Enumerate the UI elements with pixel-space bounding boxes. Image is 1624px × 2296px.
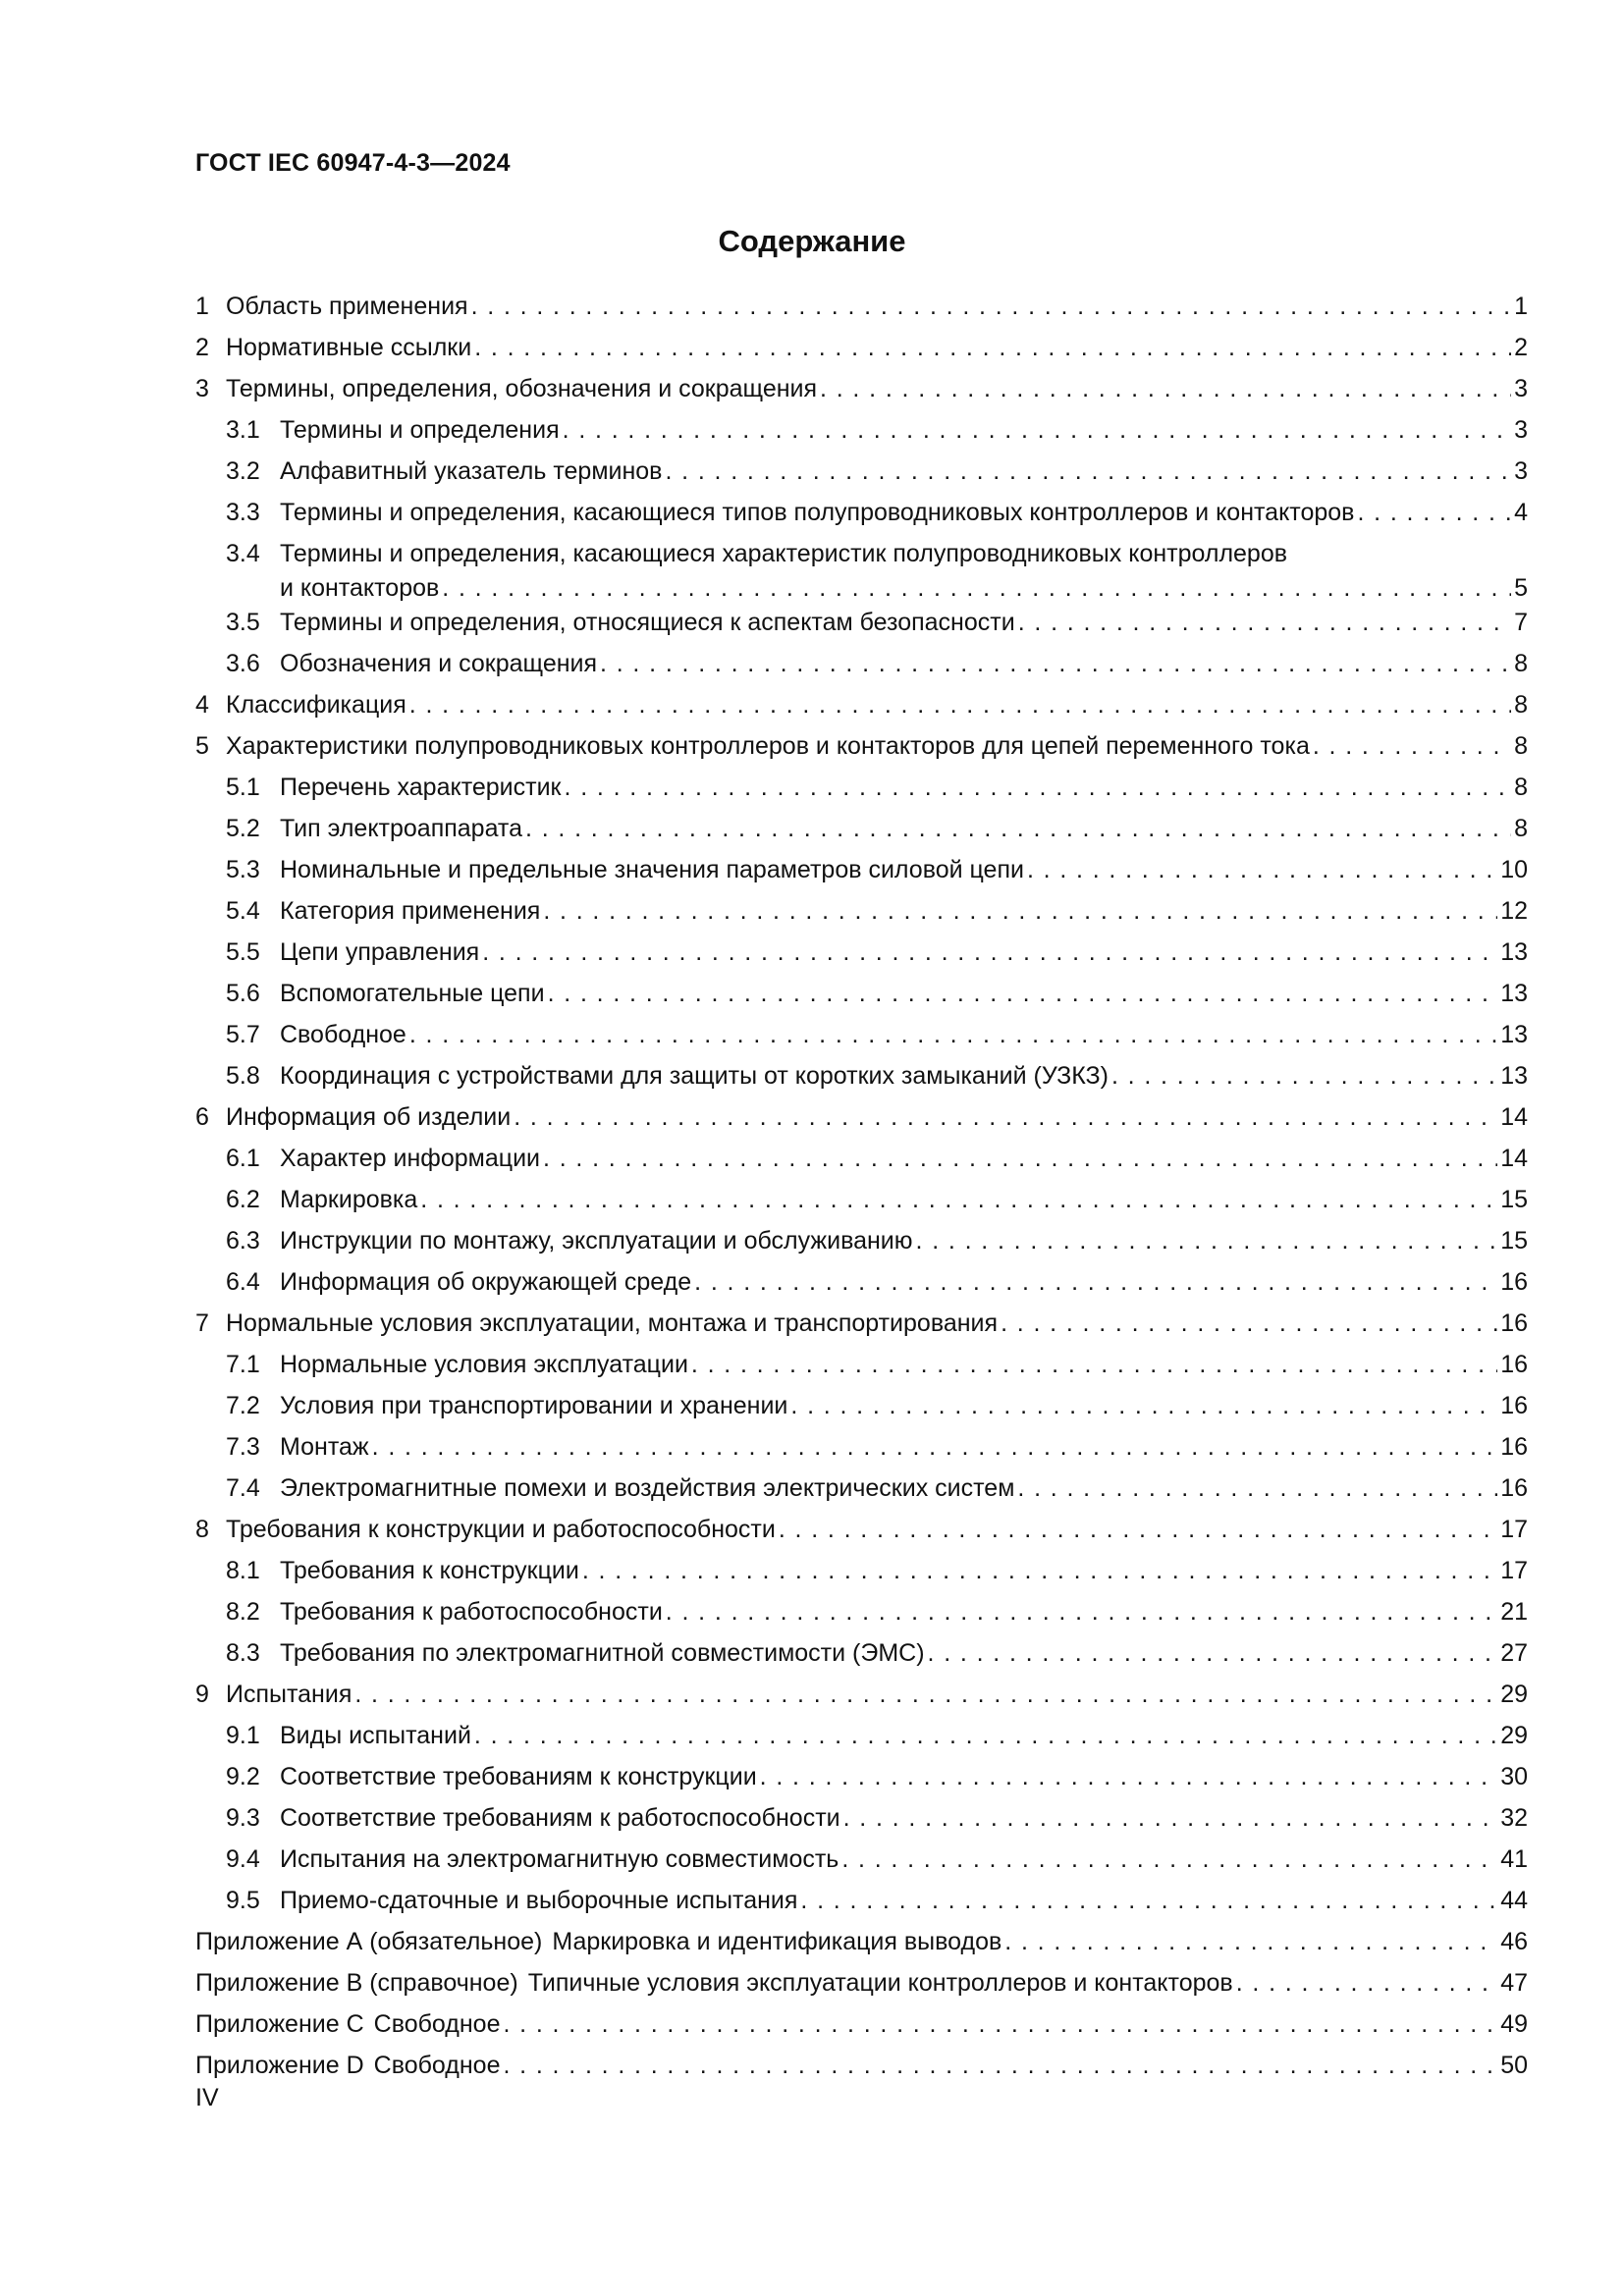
toc-entry-page: 12 bbox=[1500, 897, 1528, 925]
toc-entry-label: Монтаж bbox=[280, 1433, 369, 1461]
toc-entry-page: 3 bbox=[1514, 416, 1528, 444]
toc-entry-page: 3 bbox=[1514, 457, 1528, 485]
toc-entry[interactable] bbox=[195, 1261, 1528, 1303]
toc-dot-leader bbox=[548, 973, 1498, 1014]
toc-entry[interactable] bbox=[195, 1014, 1528, 1055]
toc-entry-page: 29 bbox=[1500, 1681, 1528, 1708]
toc-entry-number: 9.3 bbox=[226, 1804, 260, 1832]
toc-entry[interactable] bbox=[195, 409, 1528, 451]
toc-entry-label: Нормальные условия эксплуатации, монтажа и транспортирования bbox=[226, 1309, 999, 1337]
toc-entry-label: Инструкции по монтажу, эксплуатации и обслуживанию bbox=[280, 1227, 913, 1255]
page-number: IV bbox=[195, 2084, 219, 2111]
toc-entry-number: 5.2 bbox=[226, 815, 260, 842]
toc-entry-page: 16 bbox=[1500, 1433, 1528, 1461]
toc-entry-number: 5.4 bbox=[226, 897, 260, 925]
toc-entry-number: 9.1 bbox=[226, 1722, 260, 1749]
toc-entry-label: Область применения bbox=[226, 293, 468, 320]
toc-entry-label: Термины, определения, обозначения и сокращения bbox=[226, 375, 818, 402]
toc-entry[interactable] bbox=[195, 932, 1528, 973]
toc-entry[interactable] bbox=[195, 1468, 1528, 1509]
toc-dot-leader bbox=[543, 890, 1497, 932]
toc-entry-label: Алфавитный указатель терминов bbox=[280, 457, 663, 485]
toc-entry[interactable] bbox=[195, 849, 1528, 890]
toc-dot-leader bbox=[471, 286, 1512, 327]
toc-entry-label: Характер информации bbox=[280, 1145, 541, 1172]
toc-entry-page: 27 bbox=[1500, 1639, 1528, 1667]
toc-entry-page: 16 bbox=[1500, 1309, 1528, 1337]
toc-entry-label: Маркировка и идентификация выводов bbox=[552, 1928, 1002, 1955]
toc-entry-page: 13 bbox=[1500, 1062, 1528, 1090]
toc-entry-page: 46 bbox=[1500, 1928, 1528, 1955]
toc-entry-label: Типичные условия эксплуатации контроллеров и контакторов bbox=[527, 1969, 1233, 1997]
toc-entry-label: Термины и определения, относящиеся к аспектам безопасности bbox=[280, 609, 1015, 636]
toc-entry-page: 21 bbox=[1500, 1598, 1528, 1626]
toc-entry[interactable] bbox=[195, 1797, 1528, 1839]
toc-entry-page: 7 bbox=[1514, 609, 1528, 636]
toc-dot-leader bbox=[1027, 849, 1497, 890]
toc-entry[interactable] bbox=[195, 2003, 1528, 2045]
toc-entry[interactable] bbox=[195, 602, 1528, 643]
toc-entry[interactable] bbox=[195, 1715, 1528, 1756]
toc-dot-leader bbox=[372, 1426, 1498, 1468]
toc-entry[interactable] bbox=[195, 1055, 1528, 1096]
toc-entry[interactable] bbox=[195, 1550, 1528, 1591]
toc-entry-page: 8 bbox=[1514, 691, 1528, 719]
toc-entry-label: Свободное bbox=[280, 1021, 406, 1048]
toc-dot-leader bbox=[779, 1509, 1497, 1550]
toc-entry[interactable] bbox=[195, 1962, 1528, 2003]
toc-entry-number: 5.7 bbox=[226, 1021, 260, 1048]
toc-dot-leader bbox=[1018, 602, 1511, 643]
toc-entry-label: Соответствие требованиям к работоспособности bbox=[280, 1804, 840, 1832]
toc-entry-page: 15 bbox=[1500, 1227, 1528, 1255]
toc-entry-page: 49 bbox=[1500, 2010, 1528, 2038]
toc-entry-page: 16 bbox=[1500, 1351, 1528, 1378]
toc-entry-label: Классификация bbox=[226, 691, 406, 719]
toc-entry[interactable] bbox=[195, 973, 1528, 1014]
toc-entry-page: 13 bbox=[1500, 1021, 1528, 1048]
toc-dot-leader bbox=[565, 767, 1512, 808]
toc-entry-label: Термины и определения, касающиеся типов полупроводниковых контроллеров и контакторов bbox=[280, 499, 1355, 526]
toc-dot-leader bbox=[1313, 725, 1511, 767]
toc-entry-number: 7.3 bbox=[226, 1433, 260, 1461]
toc-dot-leader bbox=[843, 1797, 1498, 1839]
toc-entry-label: Приемо-сдаточные и выборочные испытания bbox=[280, 1887, 798, 1914]
toc-entry-label: Испытания bbox=[226, 1681, 352, 1708]
toc-entry-label: Виды испытаний bbox=[280, 1722, 471, 1749]
toc-entry-label: Термины и определения, касающиеся характеристик полупроводниковых контроллеров bbox=[280, 540, 1288, 567]
toc-entry-label: Характеристики полупроводниковых контроллеров и контакторов для цепей переменного тока bbox=[226, 732, 1310, 760]
toc-entry-page: 17 bbox=[1500, 1516, 1528, 1543]
toc-entry[interactable] bbox=[195, 2045, 1528, 2086]
toc-entry[interactable] bbox=[195, 1426, 1528, 1468]
toc-entry-number: 3.3 bbox=[226, 499, 260, 526]
toc-dot-leader bbox=[790, 1385, 1497, 1426]
toc-entry[interactable] bbox=[195, 492, 1528, 533]
toc-entry-label: Требования к конструкции и работоспособности bbox=[226, 1516, 776, 1543]
toc-dot-leader bbox=[582, 1550, 1497, 1591]
toc-dot-leader bbox=[1357, 492, 1511, 533]
toc-dot-leader bbox=[1017, 1468, 1497, 1509]
toc-entry-page: 16 bbox=[1500, 1392, 1528, 1419]
toc-entry-label: Свободное bbox=[373, 2010, 501, 2038]
toc-entry-number: 6 bbox=[195, 1103, 209, 1131]
toc-dot-leader bbox=[1001, 1303, 1497, 1344]
toc-entry-number: 7.1 bbox=[226, 1351, 260, 1378]
toc-entry-page: 14 bbox=[1500, 1103, 1528, 1131]
toc-entry-page: 14 bbox=[1500, 1145, 1528, 1172]
toc-entry-label: Соответствие требованиям к конструкции bbox=[280, 1763, 757, 1790]
toc-entry[interactable] bbox=[195, 1756, 1528, 1797]
toc-entry-number: 3.6 bbox=[226, 650, 260, 677]
toc-dot-leader bbox=[1111, 1055, 1497, 1096]
toc-entry-number: 8 bbox=[195, 1516, 209, 1543]
toc-dot-leader bbox=[694, 1261, 1497, 1303]
toc-entry-label: Тип электроаппарата bbox=[280, 815, 523, 842]
toc-entry[interactable] bbox=[195, 1509, 1528, 1550]
toc-entry[interactable] bbox=[195, 1179, 1528, 1220]
toc-entry-number: 3.4 bbox=[226, 540, 260, 567]
toc-entry[interactable] bbox=[195, 1674, 1528, 1715]
toc-entry-number: 6.4 bbox=[226, 1268, 260, 1296]
toc-entry-number: Приложение С bbox=[195, 2010, 364, 2038]
toc-entry-label: Требования по электромагнитной совместимости (ЭМС) bbox=[280, 1639, 925, 1667]
toc-entry-label: Условия при транспортировании и хранении bbox=[280, 1392, 788, 1419]
toc-entry[interactable] bbox=[195, 1880, 1528, 1921]
toc-entry-number: 5.6 bbox=[226, 980, 260, 1007]
toc-entry-page: 30 bbox=[1500, 1763, 1528, 1790]
toc-entry-number: 3.5 bbox=[226, 609, 260, 636]
toc-entry[interactable] bbox=[195, 1138, 1528, 1179]
toc-entry[interactable] bbox=[195, 643, 1528, 684]
toc-entry-page: 8 bbox=[1514, 650, 1528, 677]
toc-entry[interactable] bbox=[195, 533, 1528, 602]
toc-dot-leader bbox=[563, 409, 1511, 451]
toc-entry-number: 3.1 bbox=[226, 416, 260, 444]
toc-entry-number: 7 bbox=[195, 1309, 209, 1337]
toc-entry-number: 8.3 bbox=[226, 1639, 260, 1667]
toc-entry-label: Координация с устройствами для защиты от коротких замыканий (УЗКЗ) bbox=[280, 1062, 1109, 1090]
toc-entry[interactable] bbox=[195, 1591, 1528, 1632]
toc-entry-page: 16 bbox=[1500, 1474, 1528, 1502]
toc-title: Содержание bbox=[718, 224, 906, 258]
toc-dot-leader bbox=[543, 1138, 1497, 1179]
toc-entry[interactable] bbox=[195, 1385, 1528, 1426]
toc-entry-number: 9 bbox=[195, 1681, 209, 1708]
toc-dot-leader bbox=[503, 2045, 1497, 2086]
toc-entry-number: 3.2 bbox=[226, 457, 260, 485]
toc-dot-leader bbox=[474, 327, 1511, 368]
toc-dot-leader bbox=[800, 1880, 1497, 1921]
toc-entry-label: Требования к конструкции bbox=[280, 1557, 579, 1584]
toc-entry-label: Нормативные ссылки bbox=[226, 334, 472, 361]
toc-entry-number: 4 bbox=[195, 691, 209, 719]
toc-dot-leader bbox=[354, 1674, 1497, 1715]
toc-dot-leader bbox=[665, 451, 1511, 492]
toc-entry-number: 5.5 bbox=[226, 938, 260, 966]
toc-entry-page: 47 bbox=[1500, 1969, 1528, 1997]
toc-entry-page: 15 bbox=[1500, 1186, 1528, 1213]
toc-entry-number: 6.2 bbox=[226, 1186, 260, 1213]
toc-entry-page: 44 bbox=[1500, 1887, 1528, 1914]
toc-entry-number: 5.8 bbox=[226, 1062, 260, 1090]
toc-entry-label: Маркировка bbox=[280, 1186, 418, 1213]
toc-dot-leader bbox=[525, 808, 1511, 849]
toc-dot-leader bbox=[409, 684, 1511, 725]
toc-entry-number: 5.1 bbox=[226, 774, 260, 801]
toc-entry-number: 9.4 bbox=[226, 1845, 260, 1873]
toc-entry-page: 8 bbox=[1514, 774, 1528, 801]
toc-entry-number: Приложение D bbox=[195, 2052, 364, 2079]
toc-dot-leader bbox=[420, 1179, 1497, 1220]
toc-entry[interactable] bbox=[195, 1921, 1528, 1962]
toc-entry-label: Свободное bbox=[373, 2052, 501, 2079]
toc-entry-label: Информация об окружающей среде bbox=[280, 1268, 692, 1296]
toc-entry-number: 3 bbox=[195, 375, 209, 402]
toc-entry-number: Приложение В (справочное) bbox=[195, 1969, 518, 1997]
toc-entry-page: 41 bbox=[1500, 1845, 1528, 1873]
toc-entry-page: 50 bbox=[1500, 2052, 1528, 2079]
toc-entry[interactable] bbox=[195, 1303, 1528, 1344]
toc-dot-leader bbox=[1004, 1921, 1497, 1962]
toc-entry-page: 10 bbox=[1500, 856, 1528, 883]
toc-entry-page: 3 bbox=[1514, 375, 1528, 402]
toc-entry-label: Испытания на электромагнитную совместимость bbox=[280, 1845, 839, 1873]
toc-entry[interactable] bbox=[195, 451, 1528, 492]
toc-entry-label: Информация об изделии bbox=[226, 1103, 512, 1131]
document-code: ГОСТ IEC 60947-4-3—2024 bbox=[195, 149, 511, 177]
toc-entry-number: 7.4 bbox=[226, 1474, 260, 1502]
toc-entry-page: 17 bbox=[1500, 1557, 1528, 1584]
toc-entry-number: 9.2 bbox=[226, 1763, 260, 1790]
toc-entry-page: 5 bbox=[1514, 574, 1528, 602]
toc-entry[interactable] bbox=[195, 1632, 1528, 1674]
toc-entry[interactable] bbox=[195, 1220, 1528, 1261]
toc-entry-page: 8 bbox=[1514, 732, 1528, 760]
toc-entry[interactable] bbox=[195, 1839, 1528, 1880]
toc-entry-label: Термины и определения bbox=[280, 416, 560, 444]
toc-entry-number: 8.1 bbox=[226, 1557, 260, 1584]
toc-entry-number: 7.2 bbox=[226, 1392, 260, 1419]
toc-dot-leader bbox=[666, 1591, 1497, 1632]
toc-dot-leader bbox=[503, 2003, 1497, 2045]
toc-entry-label: Нормальные условия эксплуатации bbox=[280, 1351, 688, 1378]
toc-entry-number: 9.5 bbox=[226, 1887, 260, 1914]
toc-entry-page: 1 bbox=[1514, 293, 1528, 320]
toc-entry-number: 8.2 bbox=[226, 1598, 260, 1626]
toc-dot-leader bbox=[409, 1014, 1497, 1055]
toc-entry-label: Цепи управления bbox=[280, 938, 480, 966]
toc-entry-label: Номинальные и предельные значения параметров силовой цепи bbox=[280, 856, 1024, 883]
toc-entry-page: 8 bbox=[1514, 815, 1528, 842]
toc-entry[interactable] bbox=[195, 286, 1528, 327]
toc-dot-leader bbox=[600, 643, 1511, 684]
toc-entry[interactable] bbox=[195, 684, 1528, 725]
toc-entry[interactable] bbox=[195, 725, 1528, 767]
toc-entry-number: 2 bbox=[195, 334, 209, 361]
toc-entry[interactable] bbox=[195, 767, 1528, 808]
toc-entry-page: 13 bbox=[1500, 938, 1528, 966]
toc-entry-label: Перечень характеристик bbox=[280, 774, 562, 801]
toc-entry[interactable] bbox=[195, 1096, 1528, 1138]
toc-entry[interactable] bbox=[195, 808, 1528, 849]
toc-dot-leader bbox=[760, 1756, 1498, 1797]
toc-entry-page: 16 bbox=[1500, 1268, 1528, 1296]
toc-entry-label: Электромагнитные помехи и воздействия электрических систем bbox=[280, 1474, 1015, 1502]
toc-entry-page: 29 bbox=[1500, 1722, 1528, 1749]
toc-entry-label: Категория применения bbox=[280, 897, 541, 925]
table-of-contents bbox=[195, 286, 1528, 2086]
toc-dot-leader bbox=[916, 1220, 1498, 1261]
toc-entry-label: Обозначения и сокращения bbox=[280, 650, 598, 677]
toc-dot-leader bbox=[1236, 1962, 1498, 2003]
toc-entry-number: 6.3 bbox=[226, 1227, 260, 1255]
toc-entry-number: 1 bbox=[195, 293, 209, 320]
toc-dot-leader bbox=[474, 1715, 1497, 1756]
toc-entry-number: 5.3 bbox=[226, 856, 260, 883]
toc-entry[interactable] bbox=[195, 1344, 1528, 1385]
toc-dot-leader bbox=[482, 932, 1497, 973]
toc-entry-page: 13 bbox=[1500, 980, 1528, 1007]
toc-entry[interactable] bbox=[195, 368, 1528, 409]
toc-entry[interactable] bbox=[195, 327, 1528, 368]
toc-entry-label: Требования к работоспособности bbox=[280, 1598, 663, 1626]
toc-entry-page: 2 bbox=[1514, 334, 1528, 361]
toc-dot-leader bbox=[928, 1632, 1498, 1674]
toc-entry-number: 5 bbox=[195, 732, 209, 760]
toc-dot-leader bbox=[841, 1839, 1497, 1880]
toc-dot-leader bbox=[514, 1096, 1497, 1138]
toc-entry-page: 4 bbox=[1514, 499, 1528, 526]
toc-entry-label: Вспомогательные цепи bbox=[280, 980, 545, 1007]
toc-entry-number: Приложение А (обязательное) bbox=[195, 1928, 543, 1955]
toc-entry[interactable] bbox=[195, 890, 1528, 932]
toc-dot-leader bbox=[691, 1344, 1497, 1385]
toc-entry-number: 6.1 bbox=[226, 1145, 260, 1172]
toc-entry-page: 32 bbox=[1500, 1804, 1528, 1832]
toc-dot-leader bbox=[820, 368, 1511, 409]
toc-entry-label-continued: и контакторов bbox=[280, 574, 440, 602]
toc-dot-leader bbox=[442, 571, 1511, 606]
